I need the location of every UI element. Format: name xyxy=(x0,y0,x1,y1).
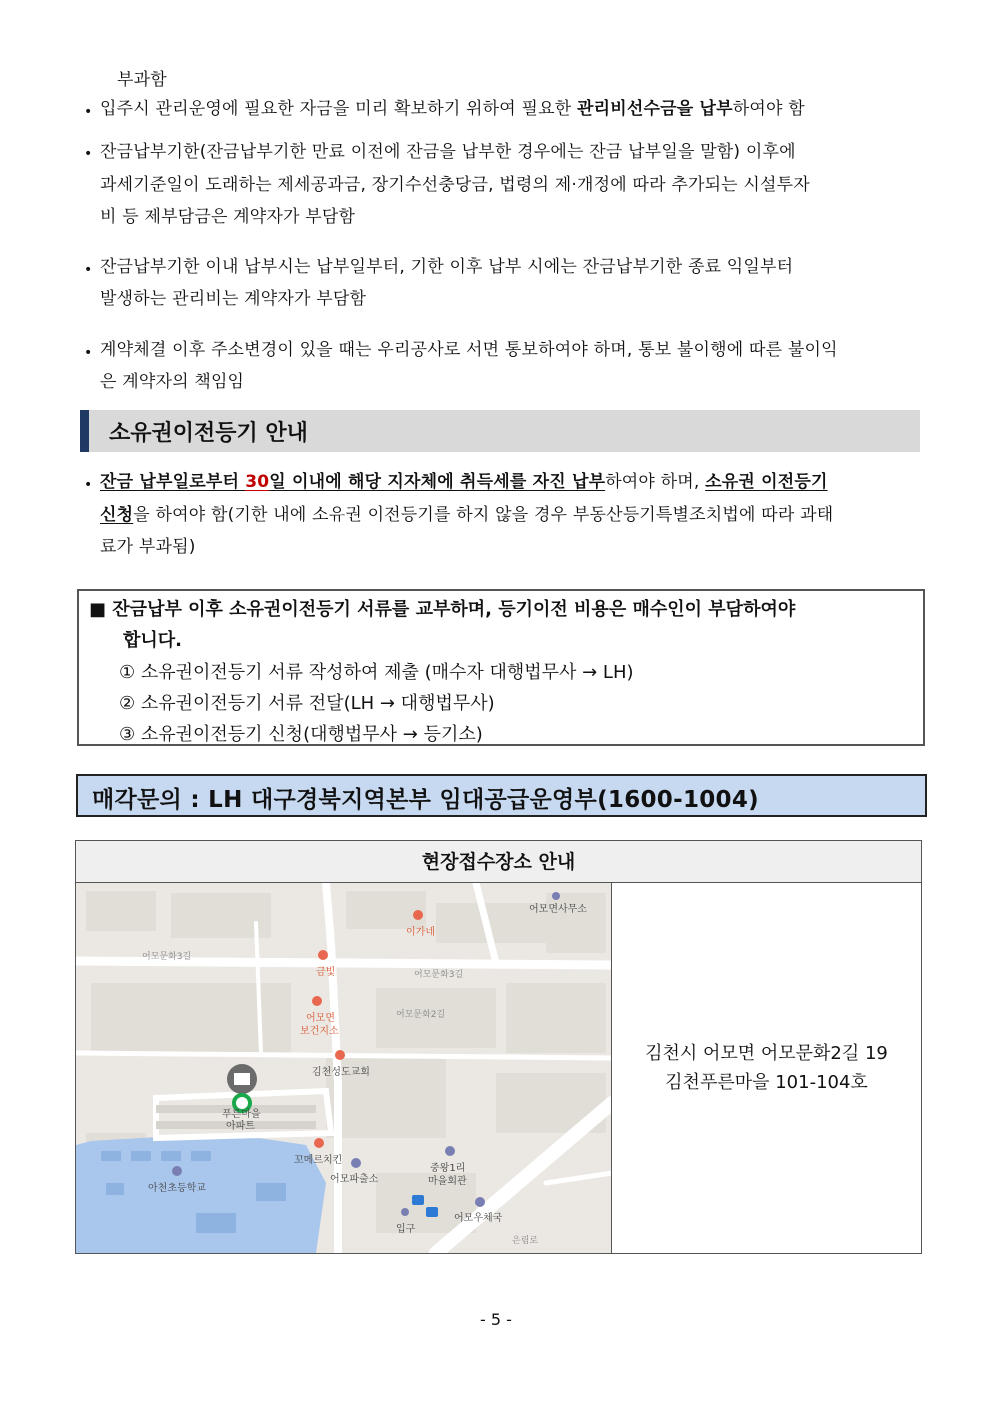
inquiry-banner xyxy=(76,774,927,817)
notice-line2: 합니다. xyxy=(123,630,183,651)
bullet-icon: • xyxy=(84,345,93,361)
bullet-icon: • xyxy=(84,146,93,162)
square-icon: ■ xyxy=(89,599,107,620)
bullet-3-line2: 발생하는 관리비는 계약자가 부담함 xyxy=(100,289,367,309)
transfer-deadline: 잔금 납부일로부터 xyxy=(100,472,246,492)
transfer-days: 30 xyxy=(245,472,270,492)
site-table-header: 현장접수장소 안내 xyxy=(76,841,921,883)
map-label-entrance: 입구 xyxy=(396,1224,416,1235)
transfer-text: 하여야 하며, xyxy=(605,472,706,492)
site-address xyxy=(612,883,921,1253)
map-label-apt: 푸른마을 xyxy=(222,1109,261,1120)
map-label-school: 아천초등학교 xyxy=(148,1183,206,1194)
bullet-4-line1: 계약체결 이후 주소변경이 있을 때는 우리공사로 서면 통보하여야 하며, 통보 불이행에 따른 불이익 xyxy=(100,340,838,360)
location-map xyxy=(76,883,612,1253)
bullet-icon: • xyxy=(84,262,93,278)
map-label-hall-2: 마을회관 xyxy=(428,1176,467,1187)
notice-step: ② 소유권이전등기 서류 전달(LH → 대행법무사) xyxy=(119,693,495,714)
map-label-apt-2: 아파트 xyxy=(226,1121,255,1132)
map-label-clinic: 어모면 xyxy=(306,1013,335,1024)
notice-box xyxy=(77,589,925,746)
bullet-3-line1: 잔금납부기한 이내 납부시는 납부일부터, 기한 이후 납부 시에는 잔금납부기한 종료 익일부터 xyxy=(100,257,794,277)
notice-step: ① 소유권이전등기 서류 작성하여 제출 (매수자 대행법무사 → LH) xyxy=(119,662,634,683)
transfer-text: 을 하여야 함(기한 내에 소유권 이전등기를 하지 않을 경우 부동산등기특별조치법에 따라 과태 xyxy=(133,505,834,525)
map-label-geumbit: 금빛 xyxy=(316,967,336,978)
notice-text: 잔금납부 이후 소유권이전등기 서류를 교부하며, 등기이전 비용은 매수인이 부담하여야 xyxy=(112,599,796,620)
map-road-label: 어모문화2길 xyxy=(396,1010,446,1020)
map-road-label: 어모문화3길 xyxy=(414,970,464,980)
map-label-clinic-2: 보건지소 xyxy=(300,1026,339,1037)
bullet-icon: • xyxy=(84,477,93,493)
map-label-chicken: 꼬메르치킨 xyxy=(294,1155,343,1166)
transfer-line3: 료가 부과됨) xyxy=(100,537,196,557)
transfer-registration: 소유권 이전등기 xyxy=(705,472,828,492)
map-road-label: 은림로 xyxy=(512,1236,539,1246)
map-label-church: 김천성도교회 xyxy=(312,1067,370,1078)
bullet-2-line2: 과세기준일이 도래하는 제세공과금, 장기수선충당금, 법령의 제·개정에 따라 추가되는 시설투자 xyxy=(100,175,810,195)
bullet-1-text: 입주시 관리운영에 필요한 자금을 미리 확보하기 위하여 필요한 xyxy=(100,99,578,119)
bullet-2-line1: 잔금납부기한(잔금납부기한 만료 이전에 잔금을 납부한 경우에는 잔금 납부일을 말함) 이후에 xyxy=(100,142,796,162)
address-line1: 김천시 어모면 어모문화2길 19 xyxy=(645,1043,888,1064)
bullet-1-bold: 관리비선수금을 납부 xyxy=(577,99,733,119)
bullet-2-line3: 비 등 제부담금은 계약자가 부담함 xyxy=(100,207,356,227)
section-title: 소유권이전등기 안내 xyxy=(109,421,308,446)
section-heading xyxy=(80,410,920,452)
transfer-apply: 신청 xyxy=(100,505,134,525)
bullet-4-line2: 은 계약자의 책임임 xyxy=(100,372,245,392)
map-label-police: 어모파출소 xyxy=(330,1174,379,1185)
transfer-line2 xyxy=(100,499,910,532)
map-road-label: 어모문화3길 xyxy=(142,952,192,962)
transfer-line1 xyxy=(100,466,910,499)
map-label-hall: 중왕1리 xyxy=(430,1163,466,1174)
bullet-1-tail: 하여야 함 xyxy=(732,99,805,119)
page-number: - 5 - xyxy=(480,1310,512,1329)
inquiry-text: 매각문의 : LH 대구경북지역본부 임대공급운영부(1600-1004) xyxy=(92,787,759,813)
address-line2: 김천푸른마을 101-104호 xyxy=(665,1072,868,1093)
site-table xyxy=(75,840,922,1254)
notice-line1 xyxy=(89,595,795,621)
bullet-icon: • xyxy=(84,104,93,120)
map-label-post: 어모우체국 xyxy=(454,1213,503,1224)
continuation-text: 부과함 xyxy=(117,70,167,90)
map-label-office: 어모면사무소 xyxy=(529,904,587,915)
map-label-igane: 이가네 xyxy=(406,927,435,938)
transfer-tax: 일 이내에 해당 지자체에 취득세를 자진 납부 xyxy=(269,472,606,492)
notice-step: ③ 소유권이전등기 신청(대행법무사 → 등기소) xyxy=(119,724,483,745)
bullet-1 xyxy=(100,93,910,126)
